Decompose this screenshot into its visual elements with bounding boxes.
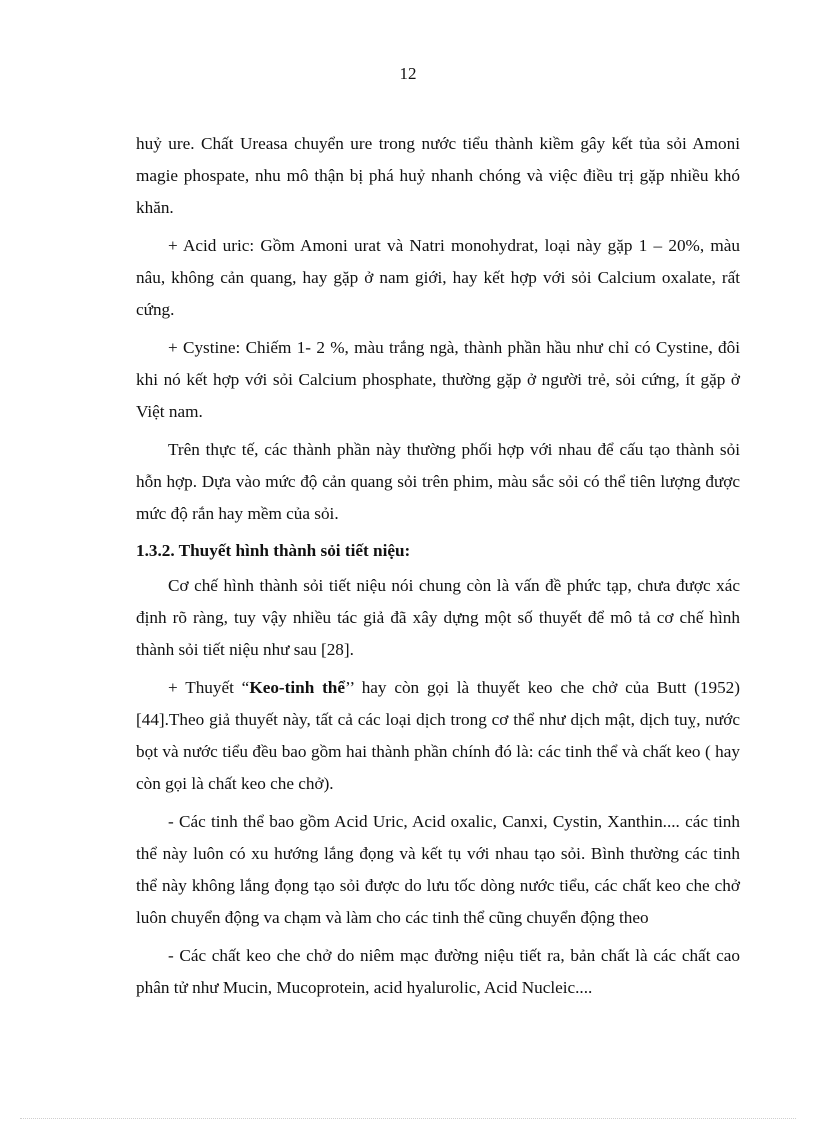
colloid-theory-prefix: + Thuyết “ <box>168 678 250 697</box>
paragraph-mechanism: Cơ chế hình thành sỏi tiết niệu nói chung còn là vấn đề phức tạp, chưa được xác định rõ ràng, tuy vậy nhiều tác giả đã xây dựng một số thuyết để mô tả cơ chế hình thành sỏi tiết niệu như sau [28]. <box>136 576 740 659</box>
colloid-theory-term: Keo-tinh thể <box>249 678 345 697</box>
paragraph-mixed-stones: Trên thực tế, các thành phần này thường phối hợp với nhau để cấu tạo thành sỏi hỗn hợp. Dựa vào mức độ cản quang sỏi trên phim, màu sắc sỏi có thể tiên lượng được mức độ rắn hay mềm của sỏi. <box>136 440 740 523</box>
section-heading: 1.3.2. Thuyết hình thành sỏi tiết niệu: <box>136 541 411 560</box>
paragraph-protective-colloids: - Các chất keo che chở do niêm mạc đường niệu tiết ra, bản chất là các chất cao phân tử như Mucin, Mucoprotein, acid hyalurolic, Acid Nucleic.... <box>136 946 740 997</box>
paragraph-urease: huỷ ure. Chất Ureasa chuyển ure trong nước tiểu thành kiềm gây kết tủa sỏi Amoni magie phospate, nhu mô thận bị phá huỷ nhanh chóng và việc điều trị gặp nhiều khó khăn. <box>136 134 740 217</box>
paragraph-crystals: - Các tinh thể bao gồm Acid Uric, Acid oxalic, Canxi, Cystin, Xanthin.... các tinh thể này luôn có xu hướng lắng đọng và kết tụ với nhau tạo sỏi. Bình thường các tinh thể này không lắng đọng tạo sỏi được do lưu tốc dòng nước tiểu, các chất keo che chở luôn chuyển động va chạm và làm cho các tinh thể cũng chuyển động theo <box>136 812 740 927</box>
body-text <box>136 128 740 1010</box>
paragraph-colloid-theory <box>136 672 740 800</box>
page-bottom-border <box>20 1118 796 1119</box>
paragraph-acid-uric: + Acid uric: Gồm Amoni urat và Natri monohydrat, loại này gặp 1 – 20%, màu nâu, không cản quang, hay gặp ở nam giới, hay kết hợp với sỏi Calcium oxalate, rất cứng. <box>136 236 740 319</box>
page-number: 12 <box>399 64 417 83</box>
paragraph-cystine: + Cystine: Chiếm 1- 2 %, màu trắng ngà, thành phần hầu như chỉ có Cystine, đôi khi nó kết hợp với sỏi Calcium phosphate, thường gặp ở người trẻ, sỏi cứng, ít gặp ở Việt nam. <box>136 338 740 421</box>
colloid-theory-text: ’’ hay còn gọi là thuyết keo che chở của Butt (1952) [44].Theo giả thuyết này, tất cả các loại dịch trong cơ thể như dịch mật, dịch tuỵ, nước bọt và nước tiểu đều bao gồm hai thành phần chính đó là: các tinh thể và chất keo ( hay còn gọi là chất keo che chở). <box>136 678 740 793</box>
